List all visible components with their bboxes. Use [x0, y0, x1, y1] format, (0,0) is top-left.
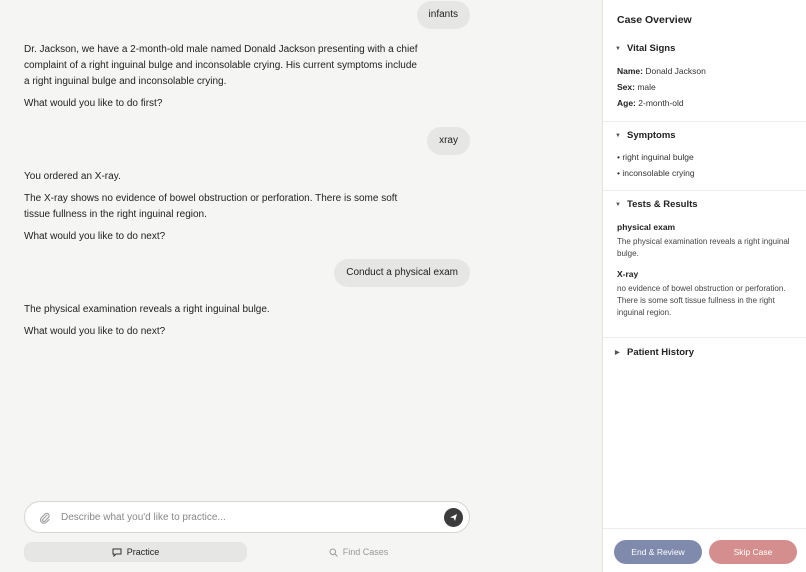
vital-signs-header[interactable]: [615, 43, 675, 54]
field-label: Sex:: [617, 82, 635, 92]
paperclip-icon[interactable]: [39, 510, 51, 524]
tab-label: Practice: [126, 547, 160, 557]
message-paragraph: What would you like to do next?: [24, 231, 166, 242]
assistant-message: [24, 302, 424, 346]
message-paragraph: The physical examination reveals a right inguinal bulge.: [24, 304, 270, 315]
test-result: no evidence of bowel obstruction or perforation. There is some soft tissue fullness in the right inguinal region.: [617, 284, 786, 317]
field-value: Donald Jackson: [645, 66, 706, 76]
tests-results-header[interactable]: [615, 199, 698, 210]
field-value: male: [637, 82, 656, 92]
user-message: Conduct a physical exam: [334, 259, 470, 287]
patient-history-section: [603, 338, 806, 368]
chat-bubble-icon: [112, 548, 122, 557]
assistant-message: [24, 42, 424, 118]
symptoms-section: [603, 122, 806, 191]
caret-down-icon: ▼: [615, 45, 621, 52]
section-heading: Symptoms: [627, 130, 676, 141]
section-heading: Tests & Results: [627, 199, 698, 210]
vital-signs-section: [603, 34, 806, 122]
test-name: physical exam: [617, 222, 676, 232]
message-composer: [24, 501, 470, 533]
field-value: 2-month-old: [638, 98, 684, 108]
panel-title: Case Overview: [617, 14, 692, 26]
tab-find-cases[interactable]: [247, 542, 470, 562]
test-name: X-ray: [617, 269, 639, 279]
symptom-item: • right inguinal bulge: [617, 152, 694, 162]
vital-name: [617, 66, 706, 76]
user-message: infants: [417, 1, 470, 29]
skip-case-button[interactable]: Skip Case: [709, 540, 797, 564]
tab-label: Find Cases: [342, 547, 389, 557]
case-overview-panel: [602, 0, 806, 572]
panel-footer: [603, 528, 806, 572]
field-label: Name:: [617, 66, 643, 76]
patient-history-header[interactable]: [615, 347, 694, 358]
test-result: The physical examination reveals a right inguinal bulge.: [617, 237, 790, 258]
vital-age: [617, 98, 684, 108]
message-paragraph: What would you like to do next?: [24, 326, 166, 337]
assistant-message: [24, 169, 424, 251]
message-paragraph: The X-ray shows no evidence of bowel obstruction or perforation. There is some soft tissue fullness in the right inguinal region.: [24, 193, 398, 220]
caret-down-icon: ▼: [615, 132, 621, 139]
search-icon: [329, 548, 338, 557]
send-button[interactable]: [444, 508, 463, 527]
tests-results-section: [603, 191, 806, 338]
caret-right-icon: ▶: [615, 350, 620, 356]
message-paragraph: What would you like to do first?: [24, 98, 163, 109]
caret-down-icon: ▼: [615, 201, 621, 208]
section-heading: Vital Signs: [627, 43, 676, 54]
vital-sex: [617, 82, 656, 92]
section-heading: Patient History: [627, 347, 695, 358]
symptom-item: • inconsolable crying: [617, 168, 695, 178]
message-paragraph: You ordered an X-ray.: [24, 171, 121, 182]
send-icon: [449, 513, 458, 522]
message-paragraph: Dr. Jackson, we have a 2-month-old male named Donald Jackson presenting with a chief complaint of a right inguinal bulge and inconsolable crying. His current symptoms include a right inguinal bulge and inconsolable crying.: [24, 44, 418, 87]
end-review-button[interactable]: End & Review: [614, 540, 702, 564]
mode-tabs: [24, 542, 470, 562]
symptoms-header[interactable]: [615, 130, 676, 141]
user-message: xray: [427, 127, 470, 155]
tab-practice[interactable]: [24, 542, 247, 562]
message-input[interactable]: [61, 512, 444, 523]
field-label: Age:: [617, 98, 636, 108]
